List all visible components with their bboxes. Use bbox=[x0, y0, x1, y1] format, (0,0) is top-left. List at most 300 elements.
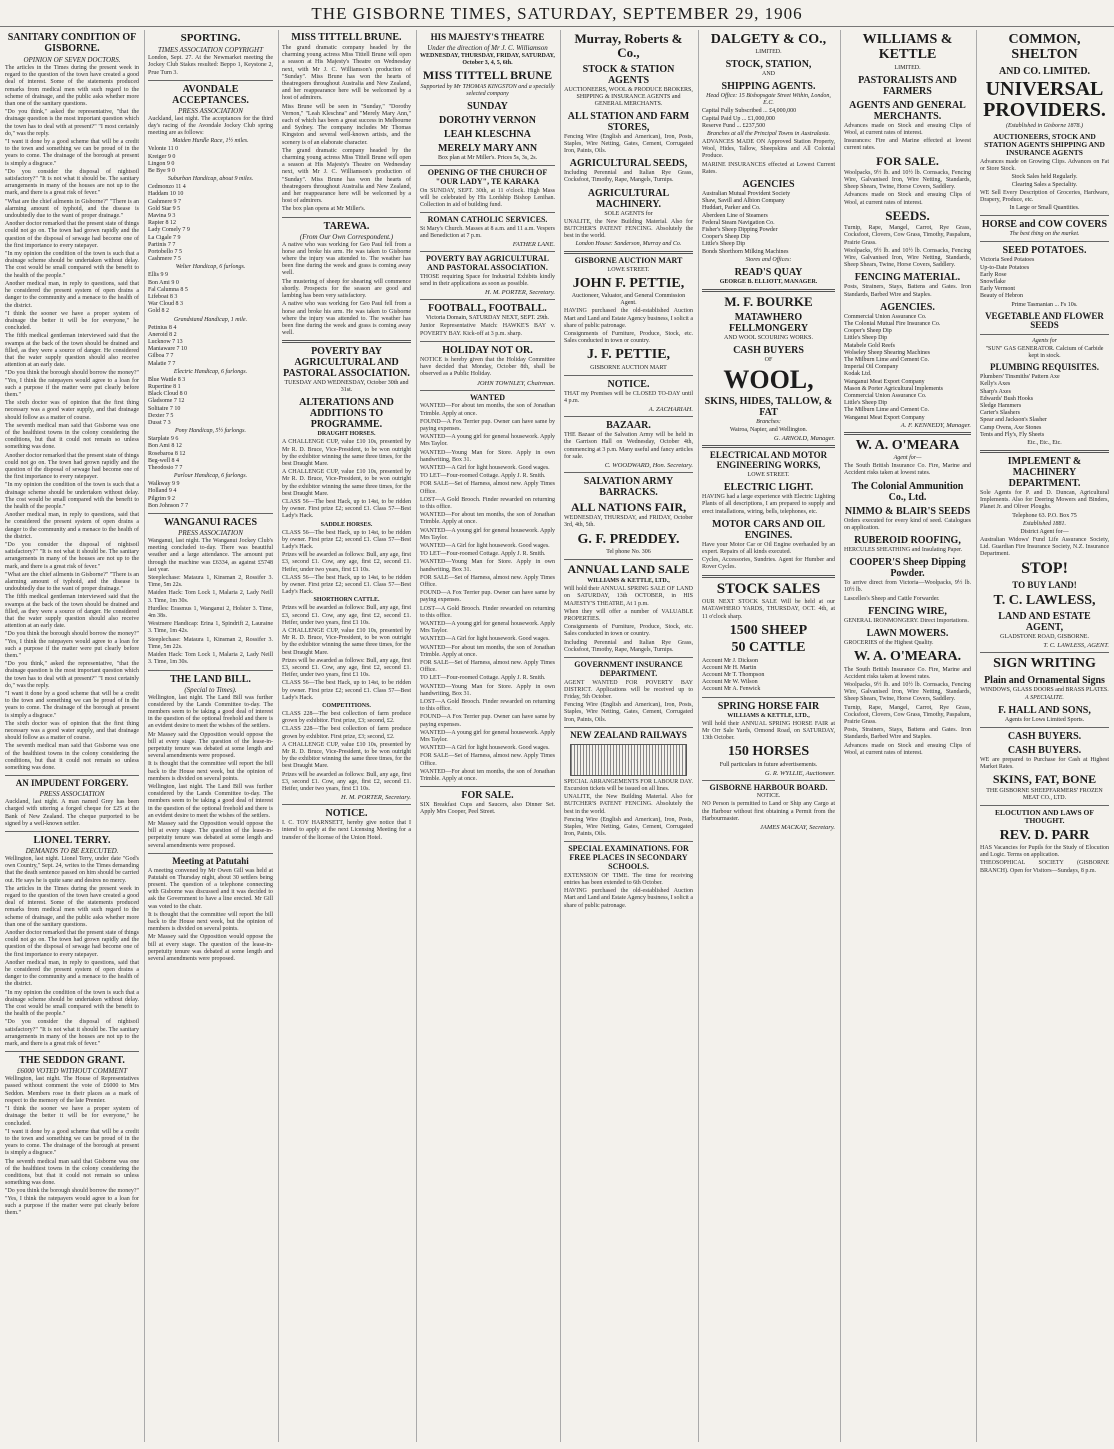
agency: Wanganui Meat Export Company bbox=[844, 414, 925, 421]
entry: Mavina 9 3 bbox=[148, 212, 176, 219]
train-engraving bbox=[570, 744, 687, 776]
agency: Kodak Ltd. bbox=[844, 371, 872, 378]
wool-items: SKINS, HIDES, TALLOW, & FAT bbox=[704, 396, 833, 419]
entry: Kreiger 9 0 bbox=[148, 153, 176, 160]
race-entries-6 bbox=[148, 436, 273, 472]
bourke-title: M. F. BOURKE bbox=[724, 293, 813, 309]
paragraph: MARINE INSURANCES effected at Lowest Current Rates. bbox=[702, 161, 835, 175]
paragraph: "What are the chief ailments in Gisborne?" "There is an alarming amount of typhoid, and the disease is undoubtedly due to the want of proper drainage." bbox=[5, 198, 139, 220]
column-6 bbox=[698, 30, 838, 1442]
murray-roles: AUCTIONEERS, WOOL & PRODUCE BROKERS, SHIPPING & INSURANCE AGENTS and GENERAL MERCHANTS. bbox=[564, 86, 693, 107]
paragraph: "What are the chief ailments in Gisborne?" "There is an alarming amount of typhoid, and the disease is undoubtedly due to the want of proper drainage." bbox=[5, 571, 139, 593]
paragraph: The seventh medical man said that Gisborne was one of the healthiest towns in the colony considering the conditions, but that it could not remain so unless something was done. bbox=[5, 422, 139, 451]
dalgety-s3: SHIPPING AGENTS. bbox=[721, 81, 816, 93]
classified: WANTED—For about ten months, the son of Jonathan Trimble. Apply at once. bbox=[420, 768, 555, 783]
entry: Dexter 7 5 bbox=[148, 412, 174, 419]
capital-row: Capital Paid Up ... £1,000,000 bbox=[702, 115, 775, 122]
paragraph: "Do you consider the disposal of nightsoil satisfactory?" "It is not what it should be. The sanitary arrangements in many of the houses are not up to the mark, and there is a great risk of fever." bbox=[5, 542, 139, 570]
paragraph: "Do you think," asked the representative, "that the drainage question is the most important question which the town has to deal with at present?" "I most certainly do," was the reply. bbox=[5, 109, 139, 137]
paragraph: "Do you think the borough should borrow the money?" "Yes, I think the ratepayers would agree to a loan for such a purpose if the matter were put clearly before them." bbox=[5, 370, 139, 398]
sheep-count: 1500 SHEEP bbox=[729, 622, 808, 638]
paragraph: Insurances: Fire and Marine effected at lowest current rates. bbox=[844, 138, 971, 152]
play: SUNDAY bbox=[467, 101, 508, 113]
agency: Aberdeen Line of Steamers bbox=[702, 212, 768, 219]
divider bbox=[564, 375, 693, 376]
entry: Gold Star 9 5 bbox=[148, 205, 181, 212]
paragraph: CLASS 228—The best collection of farm produce grown by exhibitor. First prize, £3; second, £2. bbox=[282, 711, 411, 725]
agency: Shaw, Savill and Albion Company bbox=[702, 198, 785, 205]
motor-heading: MOTOR CARS AND OIL ENGINES. bbox=[712, 518, 825, 541]
column-7 bbox=[840, 30, 974, 1442]
classified: WANTED—A young girl for general housework. Apply Mrs Taylor. bbox=[420, 434, 555, 448]
paragraph: THEOSOPHICAL SOCIETY (GISBORNE BRANCH). Open for Visitors—Sundays, 8 p.m. bbox=[980, 860, 1109, 874]
ammunition-heading: The Colonial Ammunition Co., Ltd. bbox=[851, 480, 964, 503]
byline: TIMES ASSOCIATION COPYRIGHT bbox=[157, 46, 263, 55]
plumbing-item: Kelly's Axes bbox=[980, 381, 1011, 388]
pettie-name: JOHN F. PETTIE, bbox=[572, 276, 685, 292]
divider bbox=[980, 241, 1109, 242]
divider bbox=[702, 575, 835, 578]
clearing-sales-note: Clearing Sales a Speciality. bbox=[1011, 181, 1078, 188]
paragraph: Miss Brune will be seen in "Sunday," "Dorothy Vernon," "Leah Kleschna" and "Merely Mary Ann," each of which has been a great success in Melbourne and Sydney. The company includes Mr Thomas Kingston and several well-known artists, and the scenery is of an elaborate character. bbox=[282, 103, 411, 146]
divider bbox=[980, 450, 1109, 453]
masthead-title: THE GISBORNE TIMES, SATURDAY, SEPTEMBER 29, 1906 bbox=[311, 4, 803, 23]
paragraph: WE Sell Every Description of Groceries, Hardware, Drapery, Produce, etc. bbox=[980, 189, 1109, 204]
divider bbox=[980, 805, 1109, 806]
theatre-sub: Under the direction of Mr J. C. Williamson bbox=[427, 43, 548, 52]
entry: Aneroid 8 2 bbox=[148, 331, 177, 338]
paragraph: Junior Representative Match: HAWKE'S BAY v. POVERTY BAY. Kick-off at 3 p.m. sharp. bbox=[420, 323, 555, 337]
paragraph: NO Person is permitted to Land or Ship any Cargo at the Harbour without first obtaining a Permit from the Harbourmaster. bbox=[702, 801, 835, 822]
common-shelton-sub: AND CO. LIMITED. bbox=[998, 65, 1091, 77]
headline-association: POVERTY BAY AGRICULTURAL AND PASTORAL ASSOCIATION. bbox=[283, 346, 410, 380]
paragraph: Prizes will be awarded as follows: Bull, any age, first £3, second £1. Cow, any age, first £2, second £1. Heifer, under two years, first £1 10s. bbox=[282, 605, 411, 626]
divider bbox=[148, 853, 273, 854]
paragraph: "I want it done by a good scheme that will be a credit to the town and something we can be proud of in the years to come. The drainage of the borough at present is simply a disgrace." bbox=[5, 1128, 139, 1157]
sign-writing-heading: SIGN WRITING bbox=[993, 656, 1096, 672]
masthead bbox=[0, 4, 1114, 27]
headline-sporting: SPORTING. bbox=[180, 32, 241, 44]
agency: Little's Sheep Dip bbox=[702, 241, 746, 248]
paragraph: Advances made on Stock and ensuing Clips of Wool, at current rates of interest. bbox=[844, 192, 971, 206]
entry: Pilgrim 9 2 bbox=[148, 495, 176, 502]
signature: G. R. WYLLIE, Auctioneer. bbox=[764, 769, 835, 777]
paragraph: HAVING purchased the old-established Auction Mart and Land and Estate Agency business, I solicit a share of public patronage. bbox=[564, 888, 693, 909]
entry: La Cigale 7 9 bbox=[148, 234, 181, 241]
buy-land: TO BUY LAND! bbox=[1012, 579, 1077, 590]
plumbing-list bbox=[980, 374, 1109, 439]
seed-potato-list bbox=[980, 257, 1109, 300]
cash-buyers: CASH BUYERS bbox=[733, 345, 804, 357]
holiday-heading: HOLIDAY NOT OR. bbox=[442, 344, 533, 356]
for-sale-heading: FOR SALE. bbox=[461, 790, 514, 802]
preddey-phone: Tel phone No. 306 bbox=[606, 549, 651, 556]
divider bbox=[420, 212, 555, 213]
potato-variety: Early Rose bbox=[980, 271, 1007, 278]
divider bbox=[5, 775, 139, 776]
common-shelton-title: COMMON, SHELTON bbox=[1008, 32, 1081, 63]
paragraph: HAS Vacancies for Pupils for the Study of Elocution and Logic. Terms on application. bbox=[980, 845, 1109, 859]
capital-row: Reserve Fund ... £237,500 bbox=[702, 122, 766, 129]
harbour-notice: NOTICE. bbox=[756, 793, 781, 800]
divider bbox=[702, 445, 835, 448]
salvation-fair: ALL NATIONS FAIR, bbox=[570, 500, 687, 515]
byline: PRESS ASSOCIATION bbox=[178, 106, 243, 115]
paragraph: Including Perennial and Italian Rye Grass, Cocksfoot, Timothy, Rape, Mangels, Turnips. bbox=[564, 639, 693, 653]
cash-buyers-1: CASH BUYERS. bbox=[1007, 730, 1082, 742]
divider bbox=[148, 513, 273, 514]
paragraph: WEDNESDAY, THURSDAY, and FRIDAY, October 3rd, 4th, 5th. bbox=[564, 515, 693, 529]
hall-agents: Agents for Lows Limited Sports. bbox=[1004, 716, 1085, 723]
classified: WANTED—A young girl for general housework. Apply Mrs Taylor. bbox=[420, 620, 555, 635]
agency: Commercial Union Assurance Co. bbox=[844, 313, 927, 320]
plumbing-heading: PLUMBING REQUISITES. bbox=[989, 362, 1100, 373]
signature: A. ZACHARIAH. bbox=[648, 406, 693, 414]
paragraph: CLASS 56—The best Hack, up to 14st, to be ridden by owner. First prize £2; second £1. Class 57—Best Lady's Hack. bbox=[282, 498, 411, 520]
divider bbox=[420, 390, 555, 391]
divider bbox=[282, 217, 411, 218]
divider bbox=[282, 804, 411, 805]
stock-accounts bbox=[702, 658, 835, 694]
seed-potatoes-heading: SEED POTATOES. bbox=[1002, 245, 1087, 257]
stock-sales-note: Stock Sales held Regularly. bbox=[1011, 173, 1078, 180]
veg-seeds-heading: VEGETABLE AND FLOWER SEEDS bbox=[985, 310, 1104, 331]
divider bbox=[564, 416, 693, 417]
entry: Walkway 9 9 bbox=[148, 481, 180, 488]
paragraph: A native who was working for Geo Paul fell from a horse and broke his arm. He was taken to Gisborne where the injury was attended to. The weather has been fine during the week and grass is coming away well. bbox=[282, 301, 411, 337]
classified: WANTED—A young girl for general housework. Apply Mrs Taylor. bbox=[420, 729, 555, 744]
signature: G. ARNOLD, Manager. bbox=[773, 435, 835, 443]
column-5 bbox=[560, 30, 696, 1442]
entry: Rupertine 8 1 bbox=[148, 384, 181, 390]
agency: Matabele Gold Reefs bbox=[844, 342, 895, 349]
play: DOROTHY VERNON bbox=[439, 115, 536, 127]
race-heading: Electric Handicap, 6 furlongs. bbox=[173, 368, 248, 375]
plumbing-item: Sharp's Axes bbox=[980, 388, 1011, 395]
agency: Fisher's Sheep Dipping Powder bbox=[702, 227, 778, 234]
horse-covers-heading: HORSE and COW COVERS bbox=[981, 219, 1108, 231]
agents-for: Agents for bbox=[1032, 338, 1057, 345]
paragraph: The grand dramatic company headed by the charming young actress Miss Tittell Brune will open a season at His Majesty's Theatre on Wednesday next, with Mr J. C. Williamson's production of "Sunday". Miss Brune has won the hearts of theatregoers throughout Australia and New Zealand, and her reappearance here will be welcomed by a host of admirers. bbox=[282, 45, 411, 102]
lawless-role: LAND AND ESTATE AGENT, bbox=[998, 611, 1091, 634]
entry: Dusst 7 3 bbox=[148, 420, 171, 427]
paragraph: The seventh medical man said that Gisborne was one of the healthiest towns in the colony considering the conditions, but that it could not remain so unless something was done. bbox=[5, 1158, 139, 1187]
classified: TO LET—Four-roomed Cottage. Apply J. R. Smith. bbox=[420, 551, 546, 558]
sign-items: WINDOWS, GLASS DOORS and BRASS PLATES. bbox=[980, 686, 1109, 693]
entry: Solitaire 7 10 bbox=[148, 405, 181, 412]
classified: WANTED—Young Man for Store. Apply in own handwriting, Box 31. bbox=[420, 449, 555, 463]
pettie-role-2: GISBORNE AUCTION MART bbox=[590, 364, 667, 371]
entry: Ellis 9 9 bbox=[148, 272, 169, 279]
classified: FOUND—A Fox Terrier pup. Owner can have same by paying expenses. bbox=[420, 418, 555, 432]
rev-parr: REV. D. PARR bbox=[999, 827, 1090, 843]
murray-sub: STOCK & STATION AGENTS bbox=[582, 63, 675, 86]
divider bbox=[282, 340, 411, 343]
byline: PRESS ASSOCIATION bbox=[178, 529, 243, 538]
lawless-address: GLADSTONE ROAD, GISBORNE. bbox=[1000, 634, 1089, 641]
entry: War Cloud 8 3 bbox=[148, 301, 184, 308]
paragraph: London, Sept. 27. At the Newmarket meeting the Jockey Club Stakes resulted: Beppo 1, Keystone 2, Prue Turn 3. bbox=[148, 55, 273, 76]
quantities-note: In Large or Small Quantities. bbox=[1009, 205, 1080, 212]
horses-count: 150 HORSES bbox=[727, 744, 810, 760]
sign-sub: Plain and Ornamental Signs bbox=[984, 674, 1105, 686]
theatre-title: HIS MAJESTY'S THEATRE bbox=[430, 32, 545, 42]
paragraph: Mr Massey said the Opposition would oppose the bill at every stage. The question of the lease-in-perpetuity tenure was debated at some length and several amendments were proposed. bbox=[148, 731, 273, 760]
plumbing-item: Spear and Jackson's Slasher bbox=[980, 417, 1047, 424]
divider bbox=[564, 841, 693, 842]
classified: LOST—A Gold Brooch. Finder rewarded on returning to this office. bbox=[420, 605, 555, 619]
article-title-sanitary: SANITARY CONDITION OF GISBORNE. bbox=[7, 32, 137, 54]
classified: WANTED—A Girl for light housework. Good wages. bbox=[420, 464, 550, 471]
paragraph: Another medical man, in reply to questions, said that he considered the present system of open drains a danger to the community and a menace to the health of the district. bbox=[5, 280, 139, 309]
paragraph: Posts, Strainers, Stays, Battens and Gates. Iron Standards, Barbed Wire and Staples. bbox=[844, 727, 971, 741]
paragraph: Advances made on Stock and ensuing Clips of Wool, at current rates of interest. bbox=[844, 122, 971, 136]
sole-agents: SOLE AGENTS for bbox=[604, 210, 653, 217]
bourke-works: AND WOOL SCOURING WORKS. bbox=[724, 335, 813, 342]
paragraph: "Do you consider the disposal of nightsoil satisfactory?" "It is not what it should be. The sanitary arrangements in many of the houses are not up to the mark, and there is a great risk of fever." bbox=[5, 1019, 139, 1048]
wool-heading: WOOL, bbox=[723, 365, 814, 395]
paragraph: "Do you consider the disposal of nightsoil satisfactory?" "It is not what it should be. The sanitary arrangements in many of the houses are not up to the mark, and there is a great risk of fever." bbox=[5, 168, 139, 197]
account: Account Mr J. Dickson bbox=[702, 657, 758, 664]
section-competitions: COMPETITIONS. bbox=[322, 703, 371, 710]
wk-s1: PASTORALISTS AND FARMERS bbox=[858, 74, 957, 97]
signature: A. F. KENNEDY, Manager. bbox=[900, 421, 971, 429]
entry: Rapier 8 12 bbox=[148, 220, 176, 227]
paragraph: A CHALLENGE CUP, value £10 10s, presented by Mr R. D. Bruce, Vice-President, to be won outright by the exhibitor winning the same three times, for the best Draught Mare. bbox=[282, 469, 411, 497]
paragraph: Steeplechase: Mataura 1, Kinsman 2, Rossifer 3. Time, 5m 22s. bbox=[148, 636, 273, 650]
stock-sales-heading: STOCK SALES bbox=[716, 580, 821, 597]
race-heading: Pony Handicap, 5½ furlongs. bbox=[175, 428, 246, 435]
electric-light: ELECTRIC LIGHT. bbox=[723, 482, 814, 494]
dalgety-manager: GEORGE B. ELLIOTT, MANAGER. bbox=[719, 278, 818, 285]
signature: JOHN TOWNLEY, Chairman. bbox=[476, 379, 555, 387]
williams-kettle-title: WILLIAMS & KETTLE bbox=[862, 32, 953, 63]
signature: FATHER LANE. bbox=[512, 241, 555, 249]
race-entries-7 bbox=[148, 481, 273, 510]
plumbing-item: Tents and Fly's, Fly Sheets bbox=[980, 431, 1045, 438]
potato-variety: Snowflake bbox=[980, 278, 1006, 285]
branches-list: Wairoa, Napier, and Wellington. bbox=[729, 427, 808, 434]
subhead: DEMANDS TO BE EXECUTED. bbox=[25, 847, 119, 855]
entry: Haddam 10 10 bbox=[148, 191, 184, 198]
paragraph: Woolpacks, 9½ lb. and 10½ lb. Cornsacks, Fencing Wire, Galvanised Iron, Wire Netting, Standards, Sheep Shears, Twine, Horse Covers, Saddlery. bbox=[844, 247, 971, 269]
church-heading: OPENING OF THE CHURCH OF "OUR LADY", TE KARAKA bbox=[427, 168, 548, 186]
phone-box: Telephone 63. P.O. Box 75 bbox=[1012, 512, 1077, 519]
of-label: OF bbox=[764, 357, 773, 364]
classified: WANTED—For about ten months, the son of Jonathan Trimble. Apply at once. bbox=[420, 403, 555, 417]
box-plan: Box plan at Mr Miller's. Prices 5s, 3s, 2s. bbox=[437, 155, 538, 162]
paragraph: Fencing Wire (English and American), Iron, Posts, Staples, Wire Netting, Gates, Cement, Corrugated Iron, Paints, Oils. bbox=[564, 133, 693, 154]
stores-location: READ'S QUAY bbox=[734, 266, 803, 278]
horse-covers-note: The best thing on the market. bbox=[1009, 231, 1080, 238]
entry: Cashmere 7 5 bbox=[148, 256, 181, 263]
paragraph: Orders executed for every kind of seed. Catalogues on application. bbox=[844, 517, 971, 531]
headline-notice: NOTICE. bbox=[325, 808, 368, 820]
paragraph: Wanganui, last night. The Wanganui Jockey Club's meeting concluded to-day. There was beautiful weather and a large attendance. The amount put through the machine was £6334, as against £5748 last year. bbox=[148, 538, 273, 573]
race-heading: Grandstand Handicap, 1 mile. bbox=[173, 316, 248, 323]
paragraph: St Mary's Church. Masses at 8 a.m. and 11 a.m. Vespers and Benediction at 7 p.m. bbox=[420, 226, 555, 240]
classified: LOST—A Gold Brooch. Finder rewarded on returning to this office. bbox=[420, 496, 555, 510]
paragraph: Will hold their ANNUAL SPRING SALE OF LAND on SATURDAY, 13th OCTOBER, in HIS MAJESTY'S THEATRE, At 1 p.m. bbox=[564, 586, 693, 607]
electrical-street: LOWE STREET. bbox=[747, 472, 790, 479]
wk-seeds: SEEDS. bbox=[885, 207, 930, 223]
dalgety-agencies: AGENCIES bbox=[742, 179, 795, 191]
lawn-mowers-heading: LAWN MOWERS. bbox=[866, 627, 949, 639]
column-1 bbox=[2, 30, 142, 1442]
paragraph: Westmere Handicap: Erina 1, Spindrift 2, Lauraine 3. Time, 1m 42s. bbox=[148, 621, 273, 635]
paragraph: A meeting convened by Mr Owen Gill was held at Patutahi on Thursday night, about 30 settlers being present. The question of a telephone connecting with Gisborne was discussed and it was decided to ask the Government to have a line erected. Mr Gill was voted to the chair. bbox=[148, 867, 273, 910]
column-4 bbox=[416, 30, 558, 1442]
byline: (From Our Own Correspondent.) bbox=[299, 232, 394, 241]
plumbing-item: Carter's Slashers bbox=[980, 410, 1020, 417]
paragraph: Prizes will be awarded as follows: Bull, any age, first £3, second £1. Cow, any age, first £2, second £1. Heifer, under two years, first £1 10s. bbox=[282, 657, 411, 679]
paragraph: Auckland, last night. A man named Grey has been charged with uttering a forged cheque for £25 at the Bank of New Zealand. The cheque purported to be signed by a well-known settler. bbox=[5, 799, 139, 827]
divider bbox=[844, 432, 971, 435]
implement-heading: IMPLEMENT & MACHINERY DEPARTMENT. bbox=[1007, 456, 1082, 490]
stores-label: Stores and Offices: bbox=[745, 256, 792, 263]
paragraph: Another medical man, in reply to questions, said that he considered the present system of open drains a danger to the community and a menace to the health of the district. bbox=[5, 959, 139, 988]
horse-fair-note: Full particulars in future advertisements. bbox=[719, 761, 818, 768]
agency: Bonds Shorthorn Milking Machines bbox=[702, 248, 789, 255]
paragraph: I. C. TOY HARNSETT, hereby give notice that I intend to apply at the next Licensing Meeting for a transfer of the license of the Union Hotel. bbox=[282, 820, 411, 841]
horse-fair-firm: WILLIAMS & KETTLE, LTD., bbox=[727, 712, 810, 719]
horse-fair-heading: SPRING HORSE FAIR bbox=[717, 700, 820, 712]
section-draught: DRAUGHT HORSES. bbox=[317, 431, 376, 438]
divider bbox=[420, 786, 555, 787]
paragraph: The South British Insurance Co. Fire, Marine and Accident risks taken at lowest rates. bbox=[844, 666, 971, 680]
paragraph: Including Perennial and Italian Rye Grass, Cocksfoot, Timothy, Rape, Mangels, Turnips. bbox=[564, 170, 693, 184]
paragraph: Consignments of Furniture, Produce, Stock, etc. Sales conducted in town or country. bbox=[564, 624, 693, 638]
paragraph: SPECIAL ARRANGEMENTS FOR LABOUR DAY. Excursion tickets will be issued on all lines. bbox=[564, 778, 693, 792]
skins-fat-bone: SKINS, FAT, BONE bbox=[992, 771, 1097, 786]
dates: TUESDAY AND WEDNESDAY, October 30th and 31st. bbox=[284, 380, 409, 394]
paragraph: Mr Massey said the Opposition would oppose the bill at every stage. The question of the lease-in-perpetuity tenure was debated at some length and several amendments were proposed. bbox=[148, 934, 273, 963]
agency: Huddart, Parker and Co. bbox=[702, 205, 761, 212]
byline: (Special to Times). bbox=[184, 685, 237, 694]
divider bbox=[980, 727, 1109, 728]
paragraph: Another doctor remarked that the present state of things could not go on. The town had grown rapidly and the question of the disposal of sewage had become one of the first importance to every ratepayer. bbox=[5, 452, 139, 481]
cattle-count: 50 CATTLE bbox=[731, 640, 806, 656]
paragraph: The articles in the Times during the present week in regard to the question of the town have created a good deal of interest. Some of the statements produced remarks from medical men with such regard to the scheme of drainage, and the public asks whether more than one of the sanitary questions. bbox=[5, 65, 139, 108]
entry: Starplate 9 6 bbox=[148, 436, 179, 443]
agency: Australian Mutual Provident Society bbox=[702, 191, 791, 198]
sun-gas: "SUN" GAS GENERATOR. Calcium of Carbide kept in stock. bbox=[985, 346, 1104, 360]
paragraph: Prizes will be awarded as follows: Bull, any age, first £3, second £1. Cow, any age, first £2, second £1. Heifer, under two years, first £1 10s. bbox=[282, 771, 411, 793]
paragraph: Cycles, Accessories, Sundries. Agent for Humber and Rover Cycles. bbox=[702, 557, 835, 571]
account: Account Mr A. Fenwick bbox=[702, 686, 761, 693]
paragraph: Advances made on Growing Clips. Advances on Fat or Store Stock. bbox=[980, 158, 1109, 172]
paragraph: AGENT WANTED FOR POVERTY BAY DISTRICT. Applications will be received up to Friday, 5th October. bbox=[564, 679, 693, 701]
paragraph: Woolpacks, 9½ lb. and 10½ lb. Cornsacks, Fencing Wire, Galvanised Iron, Wire Netting, Standards, Sheep Shears, Twine, Horse Covers, Saddlery. bbox=[844, 681, 971, 703]
paragraph: SIX Breakfast Cups and Saucers, also Dinner Set. Apply Mrs Cooper, Peel Street. bbox=[420, 802, 555, 816]
bazaar-heading: BAZAAR. bbox=[606, 420, 651, 432]
star-name: MISS TITTELL BRUNE bbox=[422, 67, 553, 82]
classified: WANTED—A young girl for general housework. Apply Mrs Taylor. bbox=[420, 527, 555, 541]
classified: WANTED—A Girl for light housework. Good wages. bbox=[420, 636, 550, 643]
paragraph: Mr Massey said the Opposition would oppose the bill at every stage. The question of the lease-in-perpetuity tenure was debated at some length and several amendments were proposed. bbox=[148, 820, 273, 849]
paragraph: To arrive direct from Victoria—Woolpacks, 9½ lb. 10½ lb. bbox=[844, 580, 971, 594]
race-heading: Parlour Handicap, 6 furlongs. bbox=[173, 473, 248, 480]
wk-agencies: AGENCIES. bbox=[880, 301, 935, 313]
paragraph: A CHALLENGE CUP, value £10 10s, presented by Mr R. D. Bruce, Vice-President, to be won outright by the exhibitor winning the same three times, for the best Draught Mare. bbox=[282, 741, 411, 770]
capital-row: Capital Fully Subscribed ... £4,000,000 bbox=[702, 108, 797, 115]
paragraph: Another doctor remarked that the present state of things could not go on. The town had grown rapidly and the question of the disposal of sewage had become one of the first importance to every ratepayer. bbox=[5, 221, 139, 249]
paragraph: THAT my Premises will be CLOSED TO-DAY until 4 p.m. bbox=[564, 390, 693, 405]
race-heading: Suburban Handicap, about 9 miles. bbox=[167, 176, 254, 183]
paragraph: Maiden Hack: Tom Lock 1, Malaria 2, Lady Neill 3. Time, 1m 30s. bbox=[148, 590, 273, 604]
paragraph: The mustering of sheep for shearing will commence shortly. Prospects for the season are good and lambing has been very satisfactory. bbox=[282, 278, 411, 300]
wanted-heading: WANTED bbox=[469, 392, 506, 402]
branches-label: Branches: bbox=[756, 419, 781, 426]
section-shorthorn: SHORTHORN CATTLE. bbox=[313, 597, 380, 604]
potato-variety: Early Vermont bbox=[980, 286, 1016, 293]
paragraph: Australian Widows' Fund Life Assurance Society, Ltd. Guardian Fire Insurance Society, N.Z. Insurance Department. bbox=[980, 536, 1109, 558]
paragraph: "I think the sooner we have a proper system of drainage the better it will be for everyone," he concluded. bbox=[5, 1106, 139, 1127]
classified: WANTED—Young Man for Store. Apply in own handwriting, Box 31. bbox=[420, 559, 555, 573]
classified: WANTED—Young Man for Store. Apply in own handwriting, Box 31. bbox=[420, 683, 555, 697]
paragraph: CLASS 56—The best Hack, up to 14st, to be ridden by owner. First prize £2; second £1. Class 57—Best Lady's Hack. bbox=[282, 680, 411, 701]
football-venue: Victoria Domain, SATURDAY NEXT, SEPT. 29th. bbox=[425, 315, 550, 322]
signature: H. M. PORTER, Secretary. bbox=[485, 289, 555, 297]
ruberoid-heading: RUBEROID ROOFING, bbox=[854, 534, 961, 546]
divider bbox=[420, 341, 555, 342]
divider bbox=[420, 165, 555, 166]
race-entries-3 bbox=[148, 272, 273, 315]
nimmo-heading: NIMMO & BLAIR'S SEEDS bbox=[844, 505, 971, 517]
paragraph: Prizes will be awarded as follows: Bull, any age, first £3, second £1. Cow, any age, first £2, second £1. Heifer, under two years, first £1 10s. bbox=[282, 552, 411, 573]
cs-roles: AUCTIONEERS, STOCK AND STATION AGENTS SHIPPING AND INSURANCE AGENTS bbox=[984, 131, 1105, 158]
notice-heading: NOTICE. bbox=[607, 378, 650, 390]
omeara-footer: W. A. O'MEARA. bbox=[853, 649, 962, 665]
dalgety-s1: STOCK, STATION, bbox=[725, 59, 812, 71]
paragraph: Consignments of Furniture, Produce, Stock, etc. Sales conducted in town or country. bbox=[564, 331, 693, 345]
dalgety-office: Head Office: 15 Bishopsgate Street Within, London, E.C. bbox=[706, 93, 831, 107]
entry: Rosebaroa 8 12 bbox=[148, 450, 186, 457]
frozen-meat-co: THE GISBORNE SHEEPFARMERS' FROZEN MEAT CO., LTD. bbox=[986, 788, 1103, 802]
land-sale-heading: ANNUAL LAND SALE bbox=[567, 562, 690, 577]
entry: Malatie 7 7 bbox=[148, 360, 176, 367]
bourke-sub: MATAWHERO FELLMONGERY bbox=[728, 312, 809, 335]
signature: H. M. PORTER, Secretary. bbox=[341, 794, 411, 802]
classified: LOST—A Gold Brooch. Finder rewarded on returning to this office. bbox=[420, 699, 555, 713]
headline-avondale: AVONDALE ACCEPTANCES. bbox=[172, 83, 249, 106]
entry: Lucknow 7 13 bbox=[148, 338, 183, 345]
coopers-heading: COOPER'S Sheep Dipping Powder. bbox=[849, 557, 966, 580]
signature: C. WOODWARD, Hon. Secretary. bbox=[604, 462, 693, 470]
divider bbox=[420, 299, 555, 300]
paragraph: UNALITE, the New Building Material. Also for BUTCHER'S PATENT FENCING. Absolutely the best in the world. bbox=[564, 794, 693, 815]
established: (Established in Gisborne 1878.) bbox=[1006, 122, 1083, 129]
paragraph: The grand dramatic company headed by the charming young actress Miss Tittell Brune will open a season at His Majesty's Theatre on Wednesday next, with Mr J. C. Williamson's production of "Sunday". Miss Brune has won the hearts of theatregoers throughout Australia and New Zealand, and her reappearance here will be welcomed by a host of admirers. bbox=[282, 147, 411, 205]
section-saddle: SADDLE HORSES. bbox=[320, 521, 373, 528]
paragraph: The seventh medical man said that Gisborne was one of the healthiest towns in the colony considering the conditions, but that it could not remain so unless something was done. bbox=[5, 743, 139, 772]
classified: FOUND—A Fox Terrier pup. Owner can have same by paying expenses. bbox=[420, 590, 555, 604]
paragraph: WE are prepared to Purchase for Cash at Highest Market Rates. bbox=[980, 756, 1109, 770]
classified: TO LET—Four-roomed Cottage. Apply J. R. Smith. bbox=[420, 473, 546, 480]
paragraph: Turnip, Rape, Mangel, Carrot, Rye Grass, Cocksfoot, Clovers, Cow Grass, Timothy, Paspalum, Prairie Grass. bbox=[844, 225, 971, 246]
paragraph: "In my opinion the condition of the town is such that a drainage scheme should be undertaken without delay. The cost would be small compared with the benefit to the health of the people." bbox=[5, 251, 139, 279]
paragraph: The sixth doctor was of opinion that the first thing necessary was a good water supply, and that drainage should follow as a matter of course. bbox=[5, 720, 139, 742]
potato-variety: Victoria Seed Potatoes bbox=[980, 257, 1035, 264]
agency: The Milburn Lime and Cement Co. bbox=[844, 407, 929, 414]
agency: Little's Sheep Dip bbox=[844, 400, 888, 407]
headline-land-bill: THE LAND BILL. bbox=[170, 673, 251, 685]
divider bbox=[5, 1051, 139, 1052]
headline-alterations: ALTERATIONS AND ADDITIONS TO PROGRAMME. bbox=[299, 397, 394, 431]
paragraph: "I want it done by a good scheme that will be a credit to the town and something we can be proud of in the years to come. The drainage of the borough at present is simply a disgrace." bbox=[5, 139, 139, 167]
signature: T. C. LAWLESS, AGENT. bbox=[1043, 642, 1109, 650]
fencing-wire-heading: FENCING WIRE, bbox=[868, 605, 947, 617]
